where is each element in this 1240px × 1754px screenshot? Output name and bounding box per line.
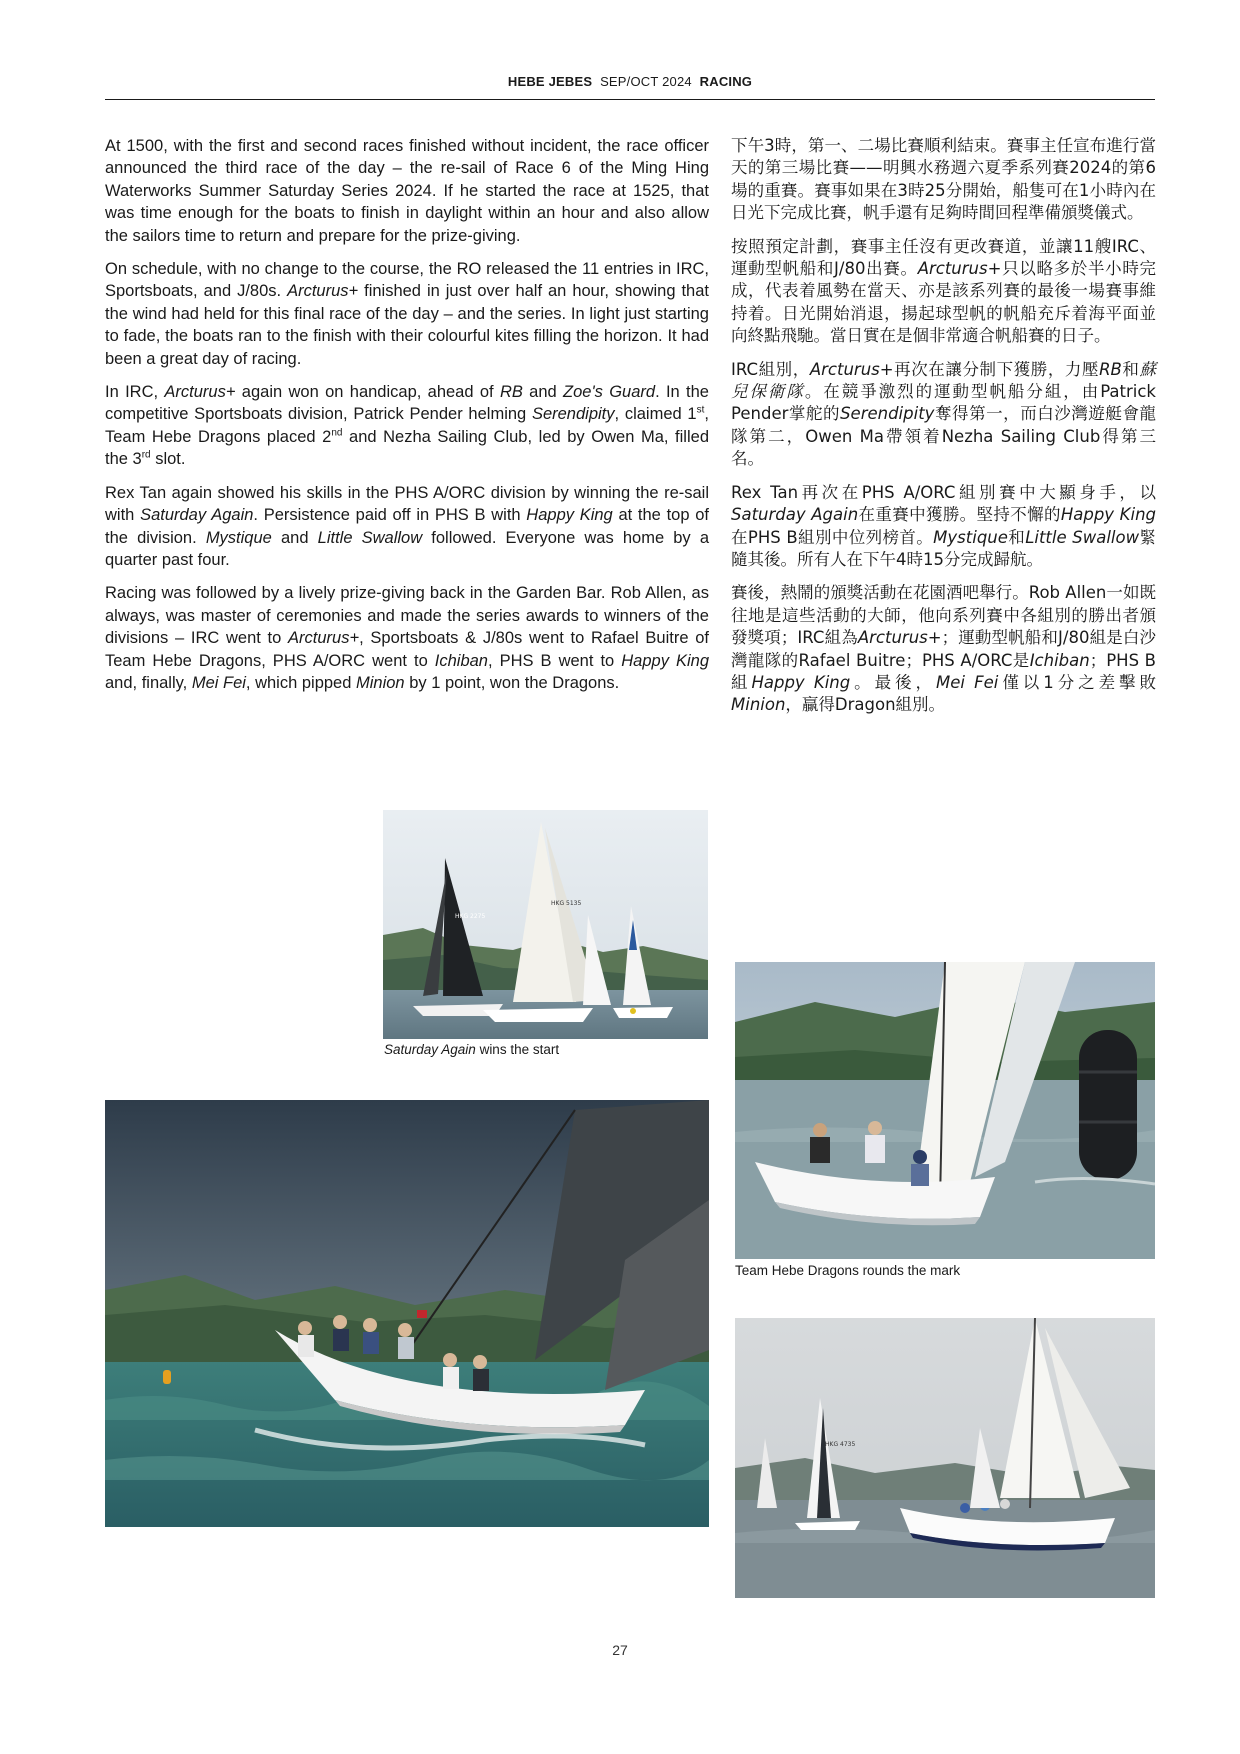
sail-number-a: HKG 2275 <box>455 913 486 920</box>
section-name: RACING <box>699 74 753 89</box>
page-header <box>105 74 1155 89</box>
issue-date: SEP/OCT 2024 <box>600 74 692 89</box>
svg-text:HKG 5135: HKG 5135 <box>551 900 582 907</box>
zh-paragraph-5: 賽後，熱鬧的頒獎活動在花園酒吧舉行。Rob Allen一如既往地是這些活動的大師，他向系列賽中各組別的勝出者頒發獎項；IRC組為Arcturus+；運動型帆船和J/80組是白沙灣龍隊的Rafael Buitre；PHS A/ORC是Ichiban；PHS B組Happy King。最後，Mei Fei僅以1分之差擊敗Minion，贏得Dragon組別。 <box>731 583 1157 715</box>
en-paragraph-1: At 1500, with the first and second races finished without incident, the race officer announced the third race of the day – the re-sail of Race 6 of the Ming Hing Waterworks Summer Saturday Series 2024. If he started the race at 1525, that was time enough for the boats to finish in daylight within an hour and also allow the sailors time to return and prepare for the prize-giving. <box>105 137 709 245</box>
photo-start-line <box>383 810 708 1039</box>
caption-rounds-mark: Team Hebe Dragons rounds the mark <box>735 1263 961 1278</box>
zh-paragraph-1: 下午3時，第一、二場比賽順利結束。賽事主任宣布進行當天的第三場比賽——明興水務週六夏季系列賽2024的第6場的重賽。賽事如果在3時25分開始，船隻可在1小時內在日光下完成比賽，帆手還有足夠時間回程準備頒獎儀式。 <box>731 136 1156 223</box>
photo-rounds-mark <box>735 962 1155 1259</box>
caption-start-line: Saturday Again wins the start <box>384 1042 560 1057</box>
page-number: 27 <box>612 1642 628 1658</box>
en-paragraph-4: Rex Tan again showed his skills in the PHS A/ORC division by winning the re-sail with Saturday Again. Persistence paid off in PHS B with Happy King at the top of the division. Mystique and Little Swallow followed. Everyone was home by a quarter past four. <box>105 483 709 569</box>
publication-name: HEBE JEBES <box>507 74 593 89</box>
chinese-column <box>731 135 1156 728</box>
english-column <box>105 135 709 705</box>
zh-paragraph-4: Rex Tan再次在PHS A/ORC組別賽中大顯身手，以Saturday Again在重賽中獲勝。堅持不懈的Happy King在PHS B組別中位列榜首。Mystique和Little Swallow緊隨其後。所有人在下午4時15分完成歸航。 <box>731 482 1157 569</box>
zh-paragraph-2: 按照預定計劃，賽事主任沒有更改賽道，並讓11艘IRC、運動型帆船和J/80出賽。Arcturus+只以略多於半小時完成，代表着風勢在當天、亦是該系列賽的最後一場賽事維持着。日光開始消退，揚起球型帆的帆船充斥着海平面並向終點飛馳。當日實在是個非常適合帆船賽的日子。 <box>731 236 1157 346</box>
photo-crew-heeling <box>105 1100 709 1527</box>
en-paragraph-5: Racing was followed by a lively prize-giving back in the Garden Bar. Rob Allen, as always, was master of ceremonies and made the series awards to winners of the divisions – IRC went to Arcturus+, Sportsboats & J/80s went to Rafael Buitre of Team Hebe Dragons, PHS A/ORC went to Ichiban, PHS B went to Happy King and, finally, Mei Fei, which pipped Minion by 1 point, won the Dragons. <box>105 584 709 692</box>
svg-text:HKG 4735: HKG 4735 <box>825 1441 856 1448</box>
en-paragraph-3: In IRC, Arcturus+ again won on handicap, ahead of RB and Zoe's Guard. In the competitive Sportsboats division, Patrick Pender helming Serendipity, claimed 1st, Team Hebe Dragons placed 2nd and Nezha Sailing Club, led by Owen Ma, filled the 3rd slot. <box>105 383 709 469</box>
zh-paragraph-3: IRC組別，Arcturus+再次在讓分制下獲勝，力壓RB和蘇兒保衛隊。在競爭激烈的運動型帆船分組，由Patrick Pender掌舵的Serendipity奪得第一，而白沙灣遊艇會龍隊第二，Owen Ma帶領着Nezha Sailing Club得第三名。 <box>731 359 1157 469</box>
en-paragraph-2: On schedule, with no change to the course, the RO released the 11 entries in IRC, Sportsboats, and J/80s. Arcturus+ finished in just over half an hour, showing that the wind had held for this final race of the day – and the series. In light just starting to fade, the boats ran to the finish with their colourful kites filling the horizon. It had been a great day of racing. <box>105 260 709 368</box>
header-rule <box>105 99 1155 100</box>
photo-fleet <box>735 1318 1155 1598</box>
